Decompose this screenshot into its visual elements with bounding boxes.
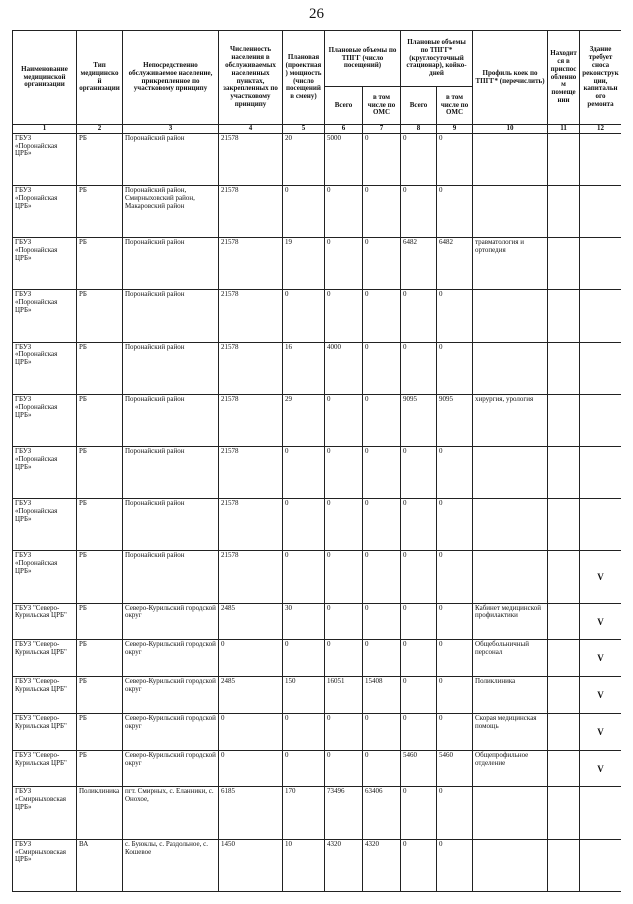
repair-cell xyxy=(580,290,621,342)
adapted-cell xyxy=(548,133,580,185)
visits-oms-cell: 0 xyxy=(363,713,401,750)
type-cell: РБ xyxy=(77,394,123,446)
beds-oms-cell: 0 xyxy=(437,603,473,640)
visits-oms-cell: 0 xyxy=(363,551,401,603)
repair-cell: V xyxy=(580,677,621,714)
beds-oms-cell: 0 xyxy=(437,839,473,891)
table-row xyxy=(13,342,622,394)
population-cell: 21578 xyxy=(219,290,283,342)
visits-total-cell: 73496 xyxy=(325,787,363,839)
repair-cell xyxy=(580,499,621,551)
table-row xyxy=(13,677,622,714)
beds-oms-cell: 0 xyxy=(437,787,473,839)
column-number: 6 xyxy=(325,125,363,134)
population-cell: 21578 xyxy=(219,342,283,394)
population-cell: 1450 xyxy=(219,839,283,891)
profile-cell xyxy=(473,839,548,891)
column-numbers-row xyxy=(13,125,622,134)
table-row xyxy=(13,640,622,677)
col-beds-header: Плановые объемы по ТПГГ* (круглосуточный стационар), койко-дней xyxy=(401,31,473,87)
visits-total-cell: 0 xyxy=(325,603,363,640)
repair-cell xyxy=(580,787,621,839)
visits-total-cell: 0 xyxy=(325,238,363,290)
served-cell: Северо-Курильский городской округ xyxy=(123,750,219,787)
capacity-cell: 0 xyxy=(283,499,325,551)
org-cell: ГБУЗ «Поронайская ЦРБ» xyxy=(13,290,77,342)
type-cell: ВА xyxy=(77,839,123,891)
visits-total-cell: 0 xyxy=(325,290,363,342)
org-cell: ГБУЗ "Северо-Курильская ЦРБ" xyxy=(13,603,77,640)
org-cell: ГБУЗ "Северо-Курильская ЦРБ" xyxy=(13,640,77,677)
table-row xyxy=(13,603,622,640)
served-cell: Северо-Курильский городской округ xyxy=(123,640,219,677)
column-number: 3 xyxy=(123,125,219,134)
population-cell: 21578 xyxy=(219,394,283,446)
beds-oms-cell: 0 xyxy=(437,186,473,238)
visits-total-cell: 5000 xyxy=(325,133,363,185)
served-cell: Северо-Курильский городской округ xyxy=(123,603,219,640)
adapted-cell xyxy=(548,750,580,787)
served-cell: Северо-Курильский городской округ xyxy=(123,677,219,714)
capacity-cell: 150 xyxy=(283,677,325,714)
table-row xyxy=(13,551,622,603)
beds-total-cell: 0 xyxy=(401,290,437,342)
repair-cell xyxy=(580,447,621,499)
col-visits-oms-header: в том числе по ОМС xyxy=(363,87,401,125)
profile-cell xyxy=(473,342,548,394)
column-number: 12 xyxy=(580,125,621,134)
org-cell: ГБУЗ «Поронайская ЦРБ» xyxy=(13,342,77,394)
population-cell: 21578 xyxy=(219,551,283,603)
capacity-cell: 19 xyxy=(283,238,325,290)
table-row xyxy=(13,186,622,238)
table-row xyxy=(13,290,622,342)
visits-total-cell: 0 xyxy=(325,640,363,677)
beds-total-cell: 0 xyxy=(401,713,437,750)
type-cell: РБ xyxy=(77,603,123,640)
visits-oms-cell: 0 xyxy=(363,750,401,787)
visits-total-cell: 0 xyxy=(325,551,363,603)
visits-oms-cell: 0 xyxy=(363,238,401,290)
col-visits-total-header: Всего xyxy=(325,87,363,125)
type-cell: РБ xyxy=(77,551,123,603)
profile-cell xyxy=(473,133,548,185)
beds-total-cell: 0 xyxy=(401,186,437,238)
adapted-cell xyxy=(548,186,580,238)
population-cell: 21578 xyxy=(219,186,283,238)
visits-total-cell: 0 xyxy=(325,186,363,238)
org-cell: ГБУЗ «Поронайская ЦРБ» xyxy=(13,551,77,603)
population-cell: 0 xyxy=(219,750,283,787)
beds-total-cell: 0 xyxy=(401,640,437,677)
beds-oms-cell: 0 xyxy=(437,133,473,185)
visits-oms-cell: 0 xyxy=(363,603,401,640)
page-number: 26 xyxy=(309,6,324,22)
capacity-cell: 20 xyxy=(283,133,325,185)
table-row xyxy=(13,750,622,787)
served-cell: Северо-Курильский городской округ xyxy=(123,713,219,750)
beds-total-cell: 0 xyxy=(401,133,437,185)
beds-oms-cell: 0 xyxy=(437,342,473,394)
col-served-header: Непосредственно обслуживаемое население, прикрепленное по участковому принципу xyxy=(123,31,219,125)
table-row xyxy=(13,238,622,290)
org-cell: ГБУЗ "Северо-Курильская ЦРБ" xyxy=(13,750,77,787)
column-number: 5 xyxy=(283,125,325,134)
repair-cell xyxy=(580,839,621,891)
col-profile-header: Профиль коек по ТПГГ* (перечислить) xyxy=(473,31,548,125)
repair-cell xyxy=(580,133,621,185)
column-number: 9 xyxy=(437,125,473,134)
visits-total-cell: 16051 xyxy=(325,677,363,714)
type-cell: РБ xyxy=(77,713,123,750)
column-number: 8 xyxy=(401,125,437,134)
org-cell: ГБУЗ «Поронайская ЦРБ» xyxy=(13,133,77,185)
col-visits-header: Плановые объемы по ТПГГ (число посещений) xyxy=(325,31,401,87)
population-cell: 2485 xyxy=(219,603,283,640)
type-cell: РБ xyxy=(77,238,123,290)
served-cell: Поронайский район xyxy=(123,133,219,185)
served-cell: с. Буюклы, с. Раздольное, с. Кошевое xyxy=(123,839,219,891)
population-cell: 21578 xyxy=(219,499,283,551)
table-row xyxy=(13,713,622,750)
column-number: 10 xyxy=(473,125,548,134)
profile-cell: травматология и ортопедия xyxy=(473,238,548,290)
beds-total-cell: 0 xyxy=(401,551,437,603)
type-cell: РБ xyxy=(77,342,123,394)
population-cell: 21578 xyxy=(219,447,283,499)
type-cell: РБ xyxy=(77,750,123,787)
type-cell: РБ xyxy=(77,186,123,238)
capacity-cell: 10 xyxy=(283,839,325,891)
served-cell: Поронайский район xyxy=(123,238,219,290)
adapted-cell xyxy=(548,238,580,290)
facilities-table-wrap xyxy=(12,30,621,892)
type-cell: Поликлиника xyxy=(77,787,123,839)
adapted-cell xyxy=(548,640,580,677)
population-cell: 21578 xyxy=(219,238,283,290)
adapted-cell xyxy=(548,603,580,640)
type-cell: РБ xyxy=(77,640,123,677)
adapted-cell xyxy=(548,290,580,342)
column-number: 4 xyxy=(219,125,283,134)
table-row xyxy=(13,133,622,185)
profile-cell: Общебольничный персонал xyxy=(473,640,548,677)
repair-cell: V xyxy=(580,713,621,750)
profile-cell xyxy=(473,787,548,839)
visits-oms-cell: 4320 xyxy=(363,839,401,891)
population-cell: 2485 xyxy=(219,677,283,714)
visits-oms-cell: 0 xyxy=(363,290,401,342)
table-row xyxy=(13,839,622,891)
org-cell: ГБУЗ «Поронайская ЦРБ» xyxy=(13,186,77,238)
profile-cell: Скорая медицинская помощь xyxy=(473,713,548,750)
population-cell: 0 xyxy=(219,640,283,677)
org-cell: ГБУЗ «Поронайская ЦРБ» xyxy=(13,394,77,446)
type-cell: РБ xyxy=(77,499,123,551)
adapted-cell xyxy=(548,677,580,714)
repair-cell: V xyxy=(580,750,621,787)
visits-total-cell: 4000 xyxy=(325,342,363,394)
visits-oms-cell: 15408 xyxy=(363,677,401,714)
adapted-cell xyxy=(548,839,580,891)
profile-cell xyxy=(473,499,548,551)
beds-oms-cell: 5460 xyxy=(437,750,473,787)
profile-cell xyxy=(473,186,548,238)
profile-cell xyxy=(473,551,548,603)
beds-total-cell: 9095 xyxy=(401,394,437,446)
capacity-cell: 0 xyxy=(283,447,325,499)
visits-oms-cell: 0 xyxy=(363,640,401,677)
served-cell: Поронайский район xyxy=(123,290,219,342)
col-type-header: Тип медицинской организации xyxy=(77,31,123,125)
repair-cell: V xyxy=(580,551,621,603)
beds-oms-cell: 0 xyxy=(437,551,473,603)
repair-cell: V xyxy=(580,603,621,640)
served-cell: Поронайский район xyxy=(123,551,219,603)
visits-total-cell: 0 xyxy=(325,499,363,551)
profile-cell: Общепрофильное отделение xyxy=(473,750,548,787)
org-cell: ГБУЗ «Смирныховская ЦРБ» xyxy=(13,787,77,839)
visits-oms-cell: 0 xyxy=(363,499,401,551)
beds-total-cell: 0 xyxy=(401,447,437,499)
table-row xyxy=(13,447,622,499)
repair-cell xyxy=(580,394,621,446)
beds-oms-cell: 0 xyxy=(437,640,473,677)
beds-total-cell: 6482 xyxy=(401,238,437,290)
beds-total-cell: 5460 xyxy=(401,750,437,787)
col-adapted-header: Находится в приспособленном помещении xyxy=(548,31,580,125)
visits-oms-cell: 0 xyxy=(363,342,401,394)
column-number: 2 xyxy=(77,125,123,134)
column-number: 7 xyxy=(363,125,401,134)
beds-oms-cell: 6482 xyxy=(437,238,473,290)
repair-cell xyxy=(580,186,621,238)
beds-total-cell: 0 xyxy=(401,677,437,714)
column-number: 11 xyxy=(548,125,580,134)
adapted-cell xyxy=(548,499,580,551)
adapted-cell xyxy=(548,342,580,394)
visits-oms-cell: 0 xyxy=(363,447,401,499)
visits-total-cell: 0 xyxy=(325,750,363,787)
table-body xyxy=(13,133,622,891)
col-repair-header: Здание требует сноса реконструкции, капитального ремонта xyxy=(580,31,621,125)
org-cell: ГБУЗ «Поронайская ЦРБ» xyxy=(13,447,77,499)
org-cell: ГБУЗ "Северо-Курильская ЦРБ" xyxy=(13,677,77,714)
table-row xyxy=(13,394,622,446)
served-cell: Поронайский район, Смирныховский район, Макаровский район xyxy=(123,186,219,238)
table-row xyxy=(13,787,622,839)
col-beds-oms-header: в том числе по ОМС xyxy=(437,87,473,125)
capacity-cell: 0 xyxy=(283,290,325,342)
adapted-cell xyxy=(548,787,580,839)
capacity-cell: 30 xyxy=(283,603,325,640)
visits-oms-cell: 0 xyxy=(363,133,401,185)
capacity-cell: 0 xyxy=(283,186,325,238)
column-number: 1 xyxy=(13,125,77,134)
visits-total-cell: 0 xyxy=(325,394,363,446)
served-cell: пгт. Смирных, с. Еланники, с. Онохое, xyxy=(123,787,219,839)
org-cell: ГБУЗ «Поронайская ЦРБ» xyxy=(13,499,77,551)
col-beds-total-header: Всего xyxy=(401,87,437,125)
beds-oms-cell: 0 xyxy=(437,447,473,499)
visits-oms-cell: 0 xyxy=(363,394,401,446)
col-org-header: Наименование медицинской организации xyxy=(13,31,77,125)
profile-cell: Кабинет медицинской профилактики xyxy=(473,603,548,640)
capacity-cell: 170 xyxy=(283,787,325,839)
repair-cell xyxy=(580,238,621,290)
type-cell: РБ xyxy=(77,677,123,714)
served-cell: Поронайский район xyxy=(123,447,219,499)
served-cell: Поронайский район xyxy=(123,394,219,446)
org-cell: ГБУЗ «Смирныховская ЦРБ» xyxy=(13,839,77,891)
beds-total-cell: 0 xyxy=(401,787,437,839)
population-cell: 0 xyxy=(219,713,283,750)
visits-oms-cell: 0 xyxy=(363,186,401,238)
served-cell: Поронайский район xyxy=(123,342,219,394)
visits-oms-cell: 63406 xyxy=(363,787,401,839)
org-cell: ГБУЗ "Северо-Курильская ЦРБ" xyxy=(13,713,77,750)
type-cell: РБ xyxy=(77,447,123,499)
table-row xyxy=(13,499,622,551)
beds-oms-cell: 9095 xyxy=(437,394,473,446)
type-cell: РБ xyxy=(77,133,123,185)
profile-cell xyxy=(473,447,548,499)
capacity-cell: 0 xyxy=(283,713,325,750)
beds-total-cell: 0 xyxy=(401,603,437,640)
beds-total-cell: 0 xyxy=(401,839,437,891)
population-cell: 21578 xyxy=(219,133,283,185)
facilities-table xyxy=(12,30,621,892)
profile-cell xyxy=(473,290,548,342)
beds-oms-cell: 0 xyxy=(437,713,473,750)
served-cell: Поронайский район xyxy=(123,499,219,551)
capacity-cell: 29 xyxy=(283,394,325,446)
capacity-cell: 0 xyxy=(283,750,325,787)
type-cell: РБ xyxy=(77,290,123,342)
repair-cell: V xyxy=(580,640,621,677)
profile-cell: Поликлиника xyxy=(473,677,548,714)
col-population-header: Численность населения в обслуживаемых населенных пунктах, закрепленных по участковому принципу xyxy=(219,31,283,125)
adapted-cell xyxy=(548,394,580,446)
adapted-cell xyxy=(548,447,580,499)
beds-total-cell: 0 xyxy=(401,499,437,551)
repair-cell xyxy=(580,342,621,394)
visits-total-cell: 0 xyxy=(325,447,363,499)
profile-cell: хирургия, урология xyxy=(473,394,548,446)
visits-total-cell: 0 xyxy=(325,713,363,750)
population-cell: 6185 xyxy=(219,787,283,839)
adapted-cell xyxy=(548,551,580,603)
org-cell: ГБУЗ «Поронайская ЦРБ» xyxy=(13,238,77,290)
visits-total-cell: 4320 xyxy=(325,839,363,891)
capacity-cell: 16 xyxy=(283,342,325,394)
adapted-cell xyxy=(548,713,580,750)
beds-oms-cell: 0 xyxy=(437,499,473,551)
capacity-cell: 0 xyxy=(283,551,325,603)
col-capacity-header: Плановая (проектная) мощность (число посещений в смену) xyxy=(283,31,325,125)
capacity-cell: 0 xyxy=(283,640,325,677)
beds-oms-cell: 0 xyxy=(437,290,473,342)
beds-oms-cell: 0 xyxy=(437,677,473,714)
beds-total-cell: 0 xyxy=(401,342,437,394)
